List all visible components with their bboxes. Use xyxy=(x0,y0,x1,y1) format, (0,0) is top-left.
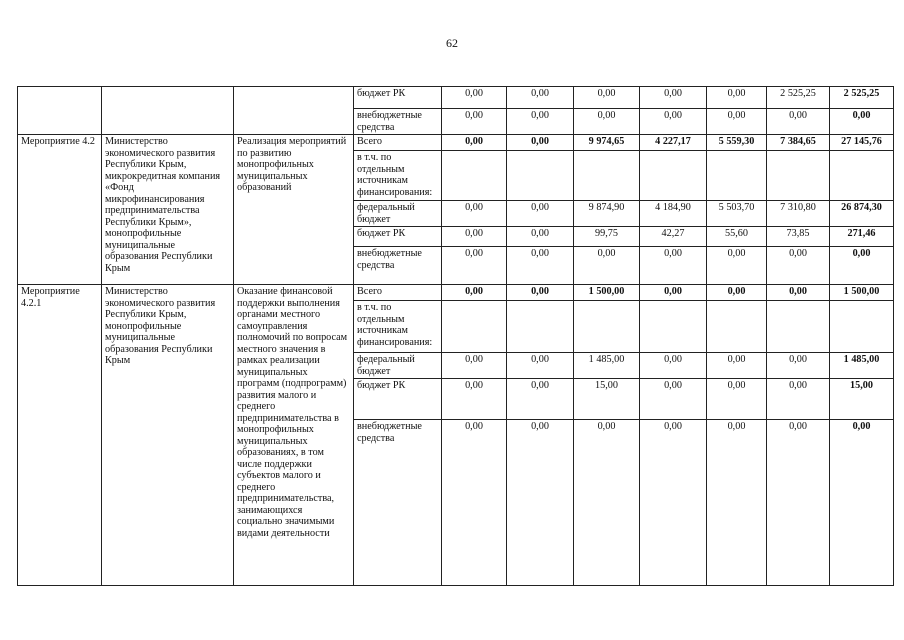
value-cell xyxy=(767,301,830,353)
value-cell: 0,00 xyxy=(574,247,640,285)
value-cell xyxy=(574,151,640,201)
value-cell: 0,00 xyxy=(640,353,707,379)
activity-executor: Министерство экономического развития Республики Крым, монопрофильные муниципальные образования Республики Крым xyxy=(102,285,234,586)
value-cell xyxy=(442,151,507,201)
total-cell: 27 145,76 xyxy=(830,135,894,151)
value-cell xyxy=(507,301,574,353)
value-cell: 0,00 xyxy=(442,285,507,301)
total-cell: 26 874,30 xyxy=(830,201,894,227)
activity-code: Мероприятие 4.2 xyxy=(18,135,102,285)
value-cell: 0,00 xyxy=(442,201,507,227)
value-cell: 2 525,25 xyxy=(767,87,830,109)
total-cell: 0,00 xyxy=(830,420,894,586)
value-cell: 0,00 xyxy=(507,227,574,247)
value-cell: 0,00 xyxy=(507,285,574,301)
value-cell: 15,00 xyxy=(574,379,640,420)
funding-source: внебюджетные средства xyxy=(354,109,442,135)
value-cell: 0,00 xyxy=(507,420,574,586)
value-cell: 0,00 xyxy=(507,87,574,109)
value-cell: 0,00 xyxy=(640,379,707,420)
value-cell xyxy=(574,301,640,353)
total-cell: 1 500,00 xyxy=(830,285,894,301)
funding-source: в т.ч. по отдельным источникам финансирования: xyxy=(354,151,442,201)
value-cell: 0,00 xyxy=(707,87,767,109)
value-cell xyxy=(442,301,507,353)
value-cell: 0,00 xyxy=(767,420,830,586)
funding-source: федеральный бюджет xyxy=(354,201,442,227)
value-cell: 9 874,90 xyxy=(574,201,640,227)
value-cell: 0,00 xyxy=(640,420,707,586)
activity-code: Мероприятие 4.2.1 xyxy=(18,285,102,586)
value-cell: 0,00 xyxy=(767,353,830,379)
value-cell: 0,00 xyxy=(442,87,507,109)
value-cell: 0,00 xyxy=(574,87,640,109)
value-cell xyxy=(707,301,767,353)
funding-source: бюджет РК xyxy=(354,379,442,420)
value-cell: 0,00 xyxy=(707,420,767,586)
value-cell: 0,00 xyxy=(442,379,507,420)
value-cell: 0,00 xyxy=(442,135,507,151)
total-cell: 0,00 xyxy=(830,109,894,135)
funding-source: внебюджетные средства xyxy=(354,247,442,285)
value-cell: 0,00 xyxy=(707,353,767,379)
value-cell: 0,00 xyxy=(767,285,830,301)
value-cell: 0,00 xyxy=(442,247,507,285)
value-cell: 5 559,30 xyxy=(707,135,767,151)
value-cell: 73,85 xyxy=(767,227,830,247)
value-cell: 7 384,65 xyxy=(767,135,830,151)
value-cell xyxy=(640,301,707,353)
activity-executor: Министерство экономического развития Республики Крым, микрокредитная компания «Фонд микрофинансирования предпринимательства Республики Крым», монопрофильные муниципальные образования Республики Крым xyxy=(102,135,234,285)
funding-source: Всего xyxy=(354,135,442,151)
value-cell: 9 974,65 xyxy=(574,135,640,151)
value-cell: 5 503,70 xyxy=(707,201,767,227)
value-cell: 0,00 xyxy=(507,135,574,151)
value-cell: 0,00 xyxy=(507,353,574,379)
value-cell: 0,00 xyxy=(707,379,767,420)
funding-source: бюджет РК xyxy=(354,227,442,247)
value-cell xyxy=(507,151,574,201)
value-cell: 0,00 xyxy=(767,379,830,420)
executor-cell xyxy=(102,87,234,135)
table-row xyxy=(18,285,894,301)
value-cell: 7 310,80 xyxy=(767,201,830,227)
value-cell: 0,00 xyxy=(767,247,830,285)
value-cell: 0,00 xyxy=(574,420,640,586)
value-cell: 0,00 xyxy=(507,109,574,135)
value-cell: 0,00 xyxy=(640,109,707,135)
value-cell xyxy=(767,151,830,201)
value-cell: 1 500,00 xyxy=(574,285,640,301)
value-cell xyxy=(640,151,707,201)
value-cell: 0,00 xyxy=(640,285,707,301)
value-cell: 0,00 xyxy=(767,109,830,135)
value-cell: 99,75 xyxy=(574,227,640,247)
funding-source: бюджет РК xyxy=(354,87,442,109)
total-cell: 0,00 xyxy=(830,247,894,285)
value-cell: 4 227,17 xyxy=(640,135,707,151)
value-cell: 0,00 xyxy=(442,227,507,247)
value-cell: 0,00 xyxy=(707,247,767,285)
activity-description: Реализация мероприятий по развитию монопрофильных муниципальных образований xyxy=(234,135,354,285)
value-cell: 0,00 xyxy=(640,87,707,109)
value-cell xyxy=(707,151,767,201)
value-cell: 1 485,00 xyxy=(574,353,640,379)
table-row xyxy=(18,87,894,109)
funding-source: федеральный бюджет xyxy=(354,353,442,379)
value-cell: 0,00 xyxy=(507,201,574,227)
activity-code-cell xyxy=(18,87,102,135)
total-cell: 2 525,25 xyxy=(830,87,894,109)
funding-source: в т.ч. по отдельным источникам финансирования: xyxy=(354,301,442,353)
value-cell: 0,00 xyxy=(442,420,507,586)
value-cell: 0,00 xyxy=(640,247,707,285)
value-cell: 0,00 xyxy=(507,247,574,285)
funding-source: внебюджетные средства xyxy=(354,420,442,586)
total-cell xyxy=(830,151,894,201)
value-cell: 0,00 xyxy=(707,285,767,301)
value-cell: 0,00 xyxy=(574,109,640,135)
total-cell: 1 485,00 xyxy=(830,353,894,379)
value-cell: 0,00 xyxy=(507,379,574,420)
value-cell: 0,00 xyxy=(442,109,507,135)
value-cell: 42,27 xyxy=(640,227,707,247)
financing-table xyxy=(17,86,894,586)
funding-source: Всего xyxy=(354,285,442,301)
activity-description: Оказание финансовой поддержки выполнения органами местного самоуправления полномочий по вопросам местного значения в рамках реализации муниципальных программ (подпрограмм) развития малого и среднего предпринимательства в монопрофильных муниципальных образованиях, в том числе поддержки субъектов малого и среднего предпринимательства, занимающихся социально значимыми видами деятельности xyxy=(234,285,354,586)
total-cell xyxy=(830,301,894,353)
page-number: 62 xyxy=(446,36,458,50)
table-row xyxy=(18,135,894,151)
total-cell: 271,46 xyxy=(830,227,894,247)
total-cell: 15,00 xyxy=(830,379,894,420)
value-cell: 4 184,90 xyxy=(640,201,707,227)
value-cell: 55,60 xyxy=(707,227,767,247)
value-cell: 0,00 xyxy=(707,109,767,135)
description-cell xyxy=(234,87,354,135)
value-cell: 0,00 xyxy=(442,353,507,379)
